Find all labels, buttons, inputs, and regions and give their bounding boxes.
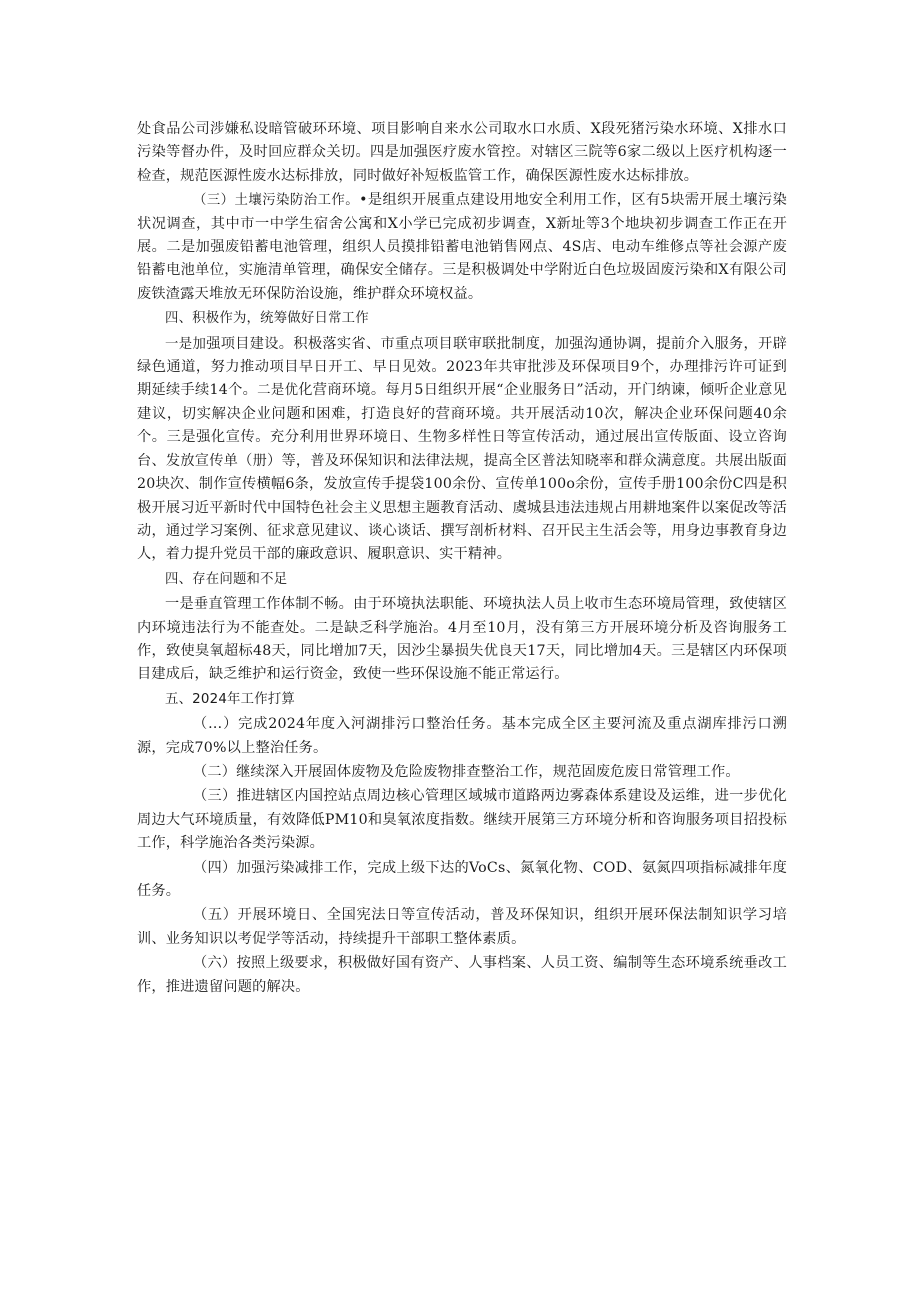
plan-item-6: （六）按照上级要求，积极做好国有资产、人事档案、人员工资、编制等生态环境系统垂改工作，推进遗留问题的解决。 <box>137 955 787 995</box>
paragraph-text: •是组织开展重点建设用地安全利用工作，区有5块需开展土壤污染状况调查，其中市一中学生宿舍公寓和X小学已完成初步调查，X新址等3个地块初步调查工作正在开展。二是加强废铅蓄电池管理，组织人员摸排铅蓄电池销售网点、4S店、电动车维修点等社会源产废铅蓄电池单位，实施清单管理，确保安全储存。三是积极调处中学附近白色垃圾固废污染和X有限公司废铁渣露天堆放无环保防治设施，维护群众环境权益。 <box>137 192 787 302</box>
section-heading-plan-2024: 五、2024年工作打算 <box>165 691 296 707</box>
plan-item-2: （二）继续深入开展固体废物及危险废物排查整治工作，规范固废危废日常管理工作。 <box>193 763 740 780</box>
paragraph-soil-pollution <box>137 189 787 306</box>
subsection-lead: （三）土壤污染防治工作。 <box>193 193 360 209</box>
section-heading-problems: 四、存在问题和不足 <box>165 571 288 587</box>
section-heading-daily-work: 四、积极作为，统筹做好日常工作 <box>165 311 369 327</box>
plan-item-3: （三）推进辖区内国控站点周边核心管理区域城市道路两边雾森体系建设及运维，进一步优化周边大气环境质量，有效降低PM10和臭氧浓度指数。继续开展第三方环境分析和咨询服务项目招投标工作，科学施治各类污染源。 <box>137 788 787 852</box>
paragraph-lead: 一是加 <box>165 336 207 352</box>
paragraph-continued: 处食品公司涉嫌私设暗管破环环境、项目影响自来水公司取水口水质、X段死猪污染水环境、X排水口污染等督办件，及时回应群众关切。四是加强医疗废水管控。对辖区三院等6家二级以上医疗机构逐一检查，规范医源性废水达标排放，同时做好补短板监管工作，确保医源性废水达标排放。 <box>137 121 787 184</box>
paragraph-lead-2: 二是优 <box>257 383 299 399</box>
plan-item-4: （四）加强污染减排工作，完成上级下达的VoCs、氮氧化物、COD、氨氮四项指标减排年度任务。 <box>137 859 787 899</box>
plan-item-1: （…）完成2024年度入河湖排污口整治任务。基本完成全区主要河流及重点湖库排污口溯源，完成70%以上整治任务。 <box>137 716 787 756</box>
paragraph-daily-work <box>137 333 787 567</box>
paragraph-text: 强项目建设。积极落实省、市重点项目联审联批制度，加强沟通协调，提前介入服务，开辟绿色通道，努力推动项目早日开工、早日见效。2023年共审批涉及环保项目9个，办理排污许可证到期延续手续14个。 <box>137 335 787 399</box>
document-page <box>137 118 787 1000</box>
paragraph-problems: 一是垂直管理工作体制不畅。由于环境执法职能、环境执法人员上收市生态环境局管理，致使辖区内环境违法行为不能查处。二是缺乏科学施治。4月至10月，没有第三方开展环境分析及咨询服务工作，致使臭氧超标48天，同比增加7天，因沙尘暴损失优良天17天，同比增加4天。三是辖区内环保项目建成后，缺乏维护和运行资金，致使一些环保设施不能正常运行。 <box>137 596 787 683</box>
plan-item-5: （五）开展环境日、全国宪法日等宣传活动，普及环保知识，组织开展环保法制知识学习培训、业务知识以考促学等活动，持续提升干部职工整体素质。 <box>137 907 787 947</box>
paragraph-text-2: 化营商环境。每月5日组织开展“企业服务日”活动，开门纳谏，倾听企业意见建议，切实解决企业问题和困难，打造良好的营商环境。共开展活动10次，解决企业环保问题40余个。三是强化宣传。充分利用世界环境日、生物多样性日等宣传活动，通过展出宣传版面、设立咨询台、发放宣传单（册）等，普及环保知识和法律法规，提高全区普法知晓率和群众满意度。共展出版面20块次、制作宣传横幅6条，发放宣传手提袋100余份、宣传单100o余份，宣传手册100余份C四是积极开展习近平新时代中国特色社会主义思想主题教育活动、虞城县违法违规占用耕地案件以案促改等活动，通过学习案例、征求意见建议、谈心谈话、撰写剖析材料、召开民主生活会等，用身边事教育身边人，着力提升党员干部的廉政意识、履职意识、实干精神。 <box>137 382 787 563</box>
